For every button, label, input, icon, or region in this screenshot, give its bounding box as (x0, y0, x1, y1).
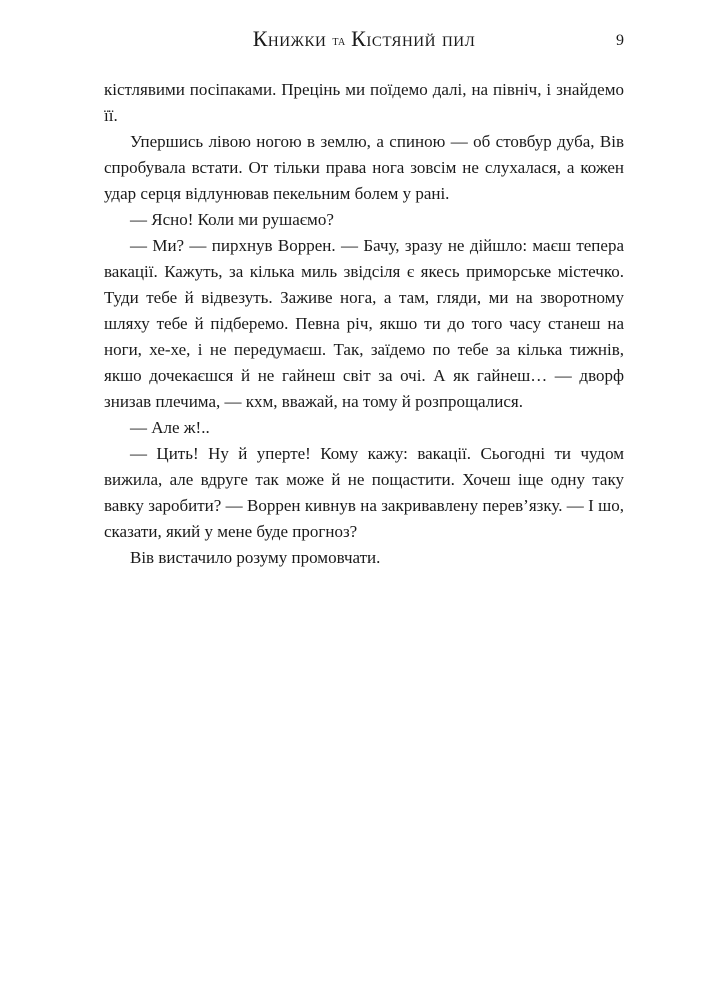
paragraph: Упершись лівою ногою в землю, а спиною — об стовбур дуба, Вів спробувала встати. От тільки права нога зовсім не слухалася, а кожен удар серця відлунював пекельним болем у рані. (104, 132, 624, 203)
running-title-part1: Книжки (252, 26, 327, 51)
dialogue-line: — Ми? — пирхнув Воррен. — Бачу, зразу не дійшло: маєш тепера вакації. Кажуть, за кілька миль звідсіля є якесь приморське містечко. Туди тебе й відвезуть. Заживе нога, а там, гляди, ми на зворотному шляху тебе й підберемо. Певна річ, якшо ти до того часу станеш на ноги, хе-хе, і не передумаєш. Так, заїдемо по тебе за кілька тижнів, якшо дочекаєшся й не гайнеш світ за очі. А як гайнеш… — дворф знизав плечима, — кхм, вважай, на тому й розпрощалися. (104, 236, 624, 411)
page-number: 9 (616, 32, 624, 49)
page-header (104, 26, 624, 60)
dialogue-line: — Цить! Ну й уперте! Кому кажу: вакації. Сьогодні ти чудом вижила, але вдруге так може й не пощастити. Хочеш іще одну таку вавку заробити? — Воррен кивнув на закривавлену перев’язку. — І шо, сказати, який у мене буде прогноз? (104, 444, 624, 541)
paragraph: Вів вистачило розуму промовчати. (130, 548, 381, 567)
running-title (104, 26, 624, 52)
paragraph-continuation: кістлявими посіпаками. Прецінь ми поїдемо далі, на північ, і знайдемо її. (104, 80, 624, 125)
dialogue-line: — Але ж!.. (130, 418, 210, 437)
running-title-connector: та (332, 34, 346, 49)
page-body (104, 77, 624, 571)
dialogue-line: — Ясно! Коли ми рушаємо? (130, 210, 334, 229)
running-title-part2: Кістяний пил (351, 26, 476, 51)
